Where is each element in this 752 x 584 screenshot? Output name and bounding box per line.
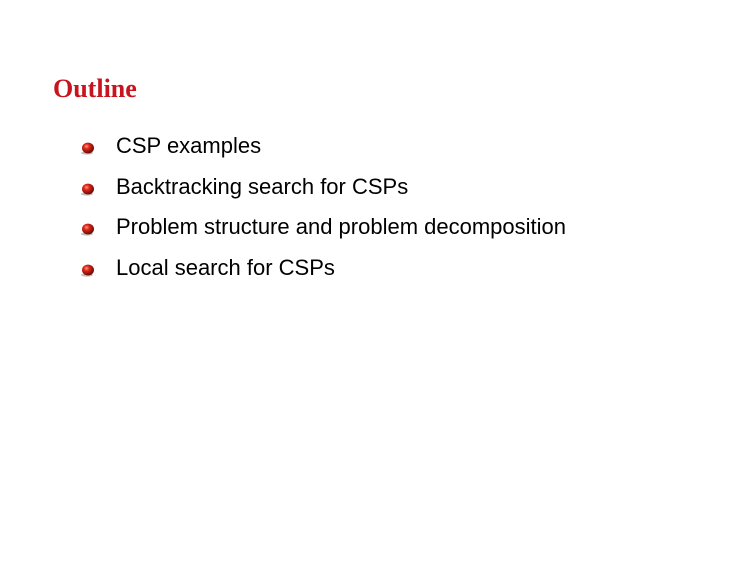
red-sphere-bullet-icon (80, 263, 96, 277)
bullet-text: Local search for CSPs (116, 254, 335, 280)
bullet-text: Backtracking search for CSPs (116, 173, 409, 199)
red-sphere-bullet-icon (80, 182, 96, 196)
red-sphere-bullet-icon (80, 222, 96, 236)
bullet-text: CSP examples (116, 133, 262, 158)
slide-title: Outline (53, 74, 137, 103)
red-sphere-bullet-icon (80, 141, 96, 155)
bullet-text: Problem structure and problem decomposition (116, 214, 567, 239)
